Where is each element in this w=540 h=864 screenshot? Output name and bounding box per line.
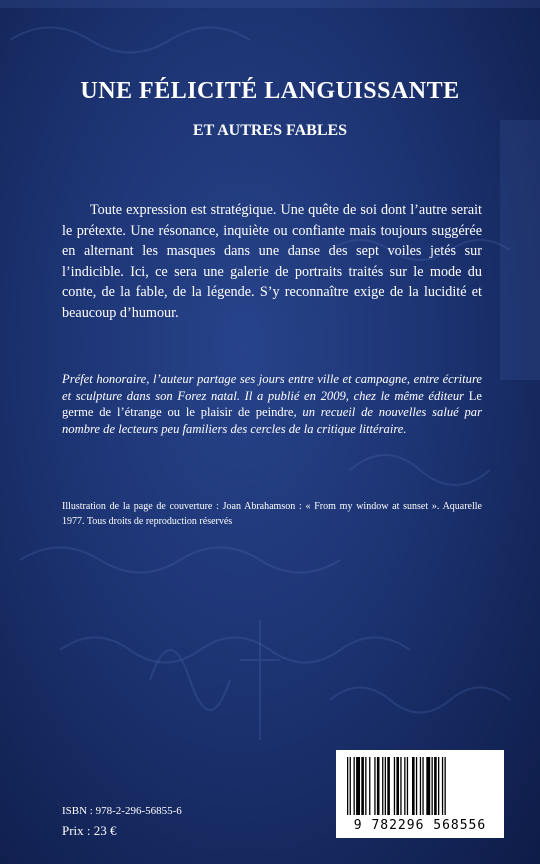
barcode-digits: 9 782296 568556 (353, 818, 487, 833)
barcode-bar (394, 757, 395, 815)
barcode-bar (432, 757, 433, 815)
barcode-bar (442, 757, 443, 815)
barcode-bar (396, 757, 399, 815)
barcode-bar (426, 757, 430, 815)
book-title: UNE FÉLICITÉ LANGUISSANTE (80, 78, 460, 104)
isbn-text: ISBN : 978-2-296-56855-6 (62, 805, 182, 817)
barcode-bars (345, 757, 495, 815)
barcode-bar (416, 757, 417, 815)
barcode-bar (385, 757, 386, 815)
barcode-bar (420, 757, 421, 815)
blurb-paragraph: Toute expression est stratégique. Une quête de soi dont l’autre serait le prétexte. Une résonance, inquiète ou confiante mais toujours suggérée en alternant les masques dans une danse des sept voiles jetés sur l’indicible. Ici, ce sera une galerie de portraits traités sur le mode du conte, de la fable, de la légende. S’y reconnaître exige de la lucidité et beaucoup d’humour. (62, 202, 482, 321)
barcode-bar (387, 757, 390, 815)
book-subtitle: ET AUTRES FABLES (192, 122, 348, 139)
barcode-bar (422, 757, 423, 815)
barcode-bar (382, 757, 383, 815)
barcode-bar (369, 757, 370, 815)
illustration-credit: Illustration de la page de couverture : Joan Abrahamson : « From my window at sunset ». Aquarelle 1977. Tous droits de reproduction réservés (62, 501, 482, 527)
previous-book-title: Le germe de l’étrange ou le plaisir de peindre (62, 388, 482, 419)
barcode (336, 750, 504, 838)
barcode-bar (356, 757, 360, 815)
barcode-bar (361, 757, 364, 815)
price-text: Prix : 23 € (62, 823, 117, 838)
barcode-bar (347, 757, 348, 815)
barcode-bar (445, 757, 446, 815)
barcode-bar (438, 757, 439, 815)
barcode-bar (407, 757, 408, 815)
author-bio-part1: Préfet honoraire, l’auteur partage ses jours entre ville et campagne, entre écriture et sculpture dans son Forez natal. Il a publié en 2009, chez le même éditeur (62, 372, 482, 403)
barcode-bar (412, 757, 415, 815)
author-bio (62, 371, 482, 437)
barcode-bar (354, 757, 355, 815)
barcode-bar (350, 757, 351, 815)
barcode-bar (365, 757, 366, 815)
barcode-bar (404, 757, 405, 815)
barcode-bar (374, 757, 375, 815)
barcode-bar (434, 757, 437, 815)
author-bio-part2: , un recueil de nouvelles salué par nombre de lecteurs peu familiers des cercles de la critique littéraire. (62, 405, 482, 436)
barcode-bar (377, 757, 380, 815)
barcode-bar (400, 757, 401, 815)
